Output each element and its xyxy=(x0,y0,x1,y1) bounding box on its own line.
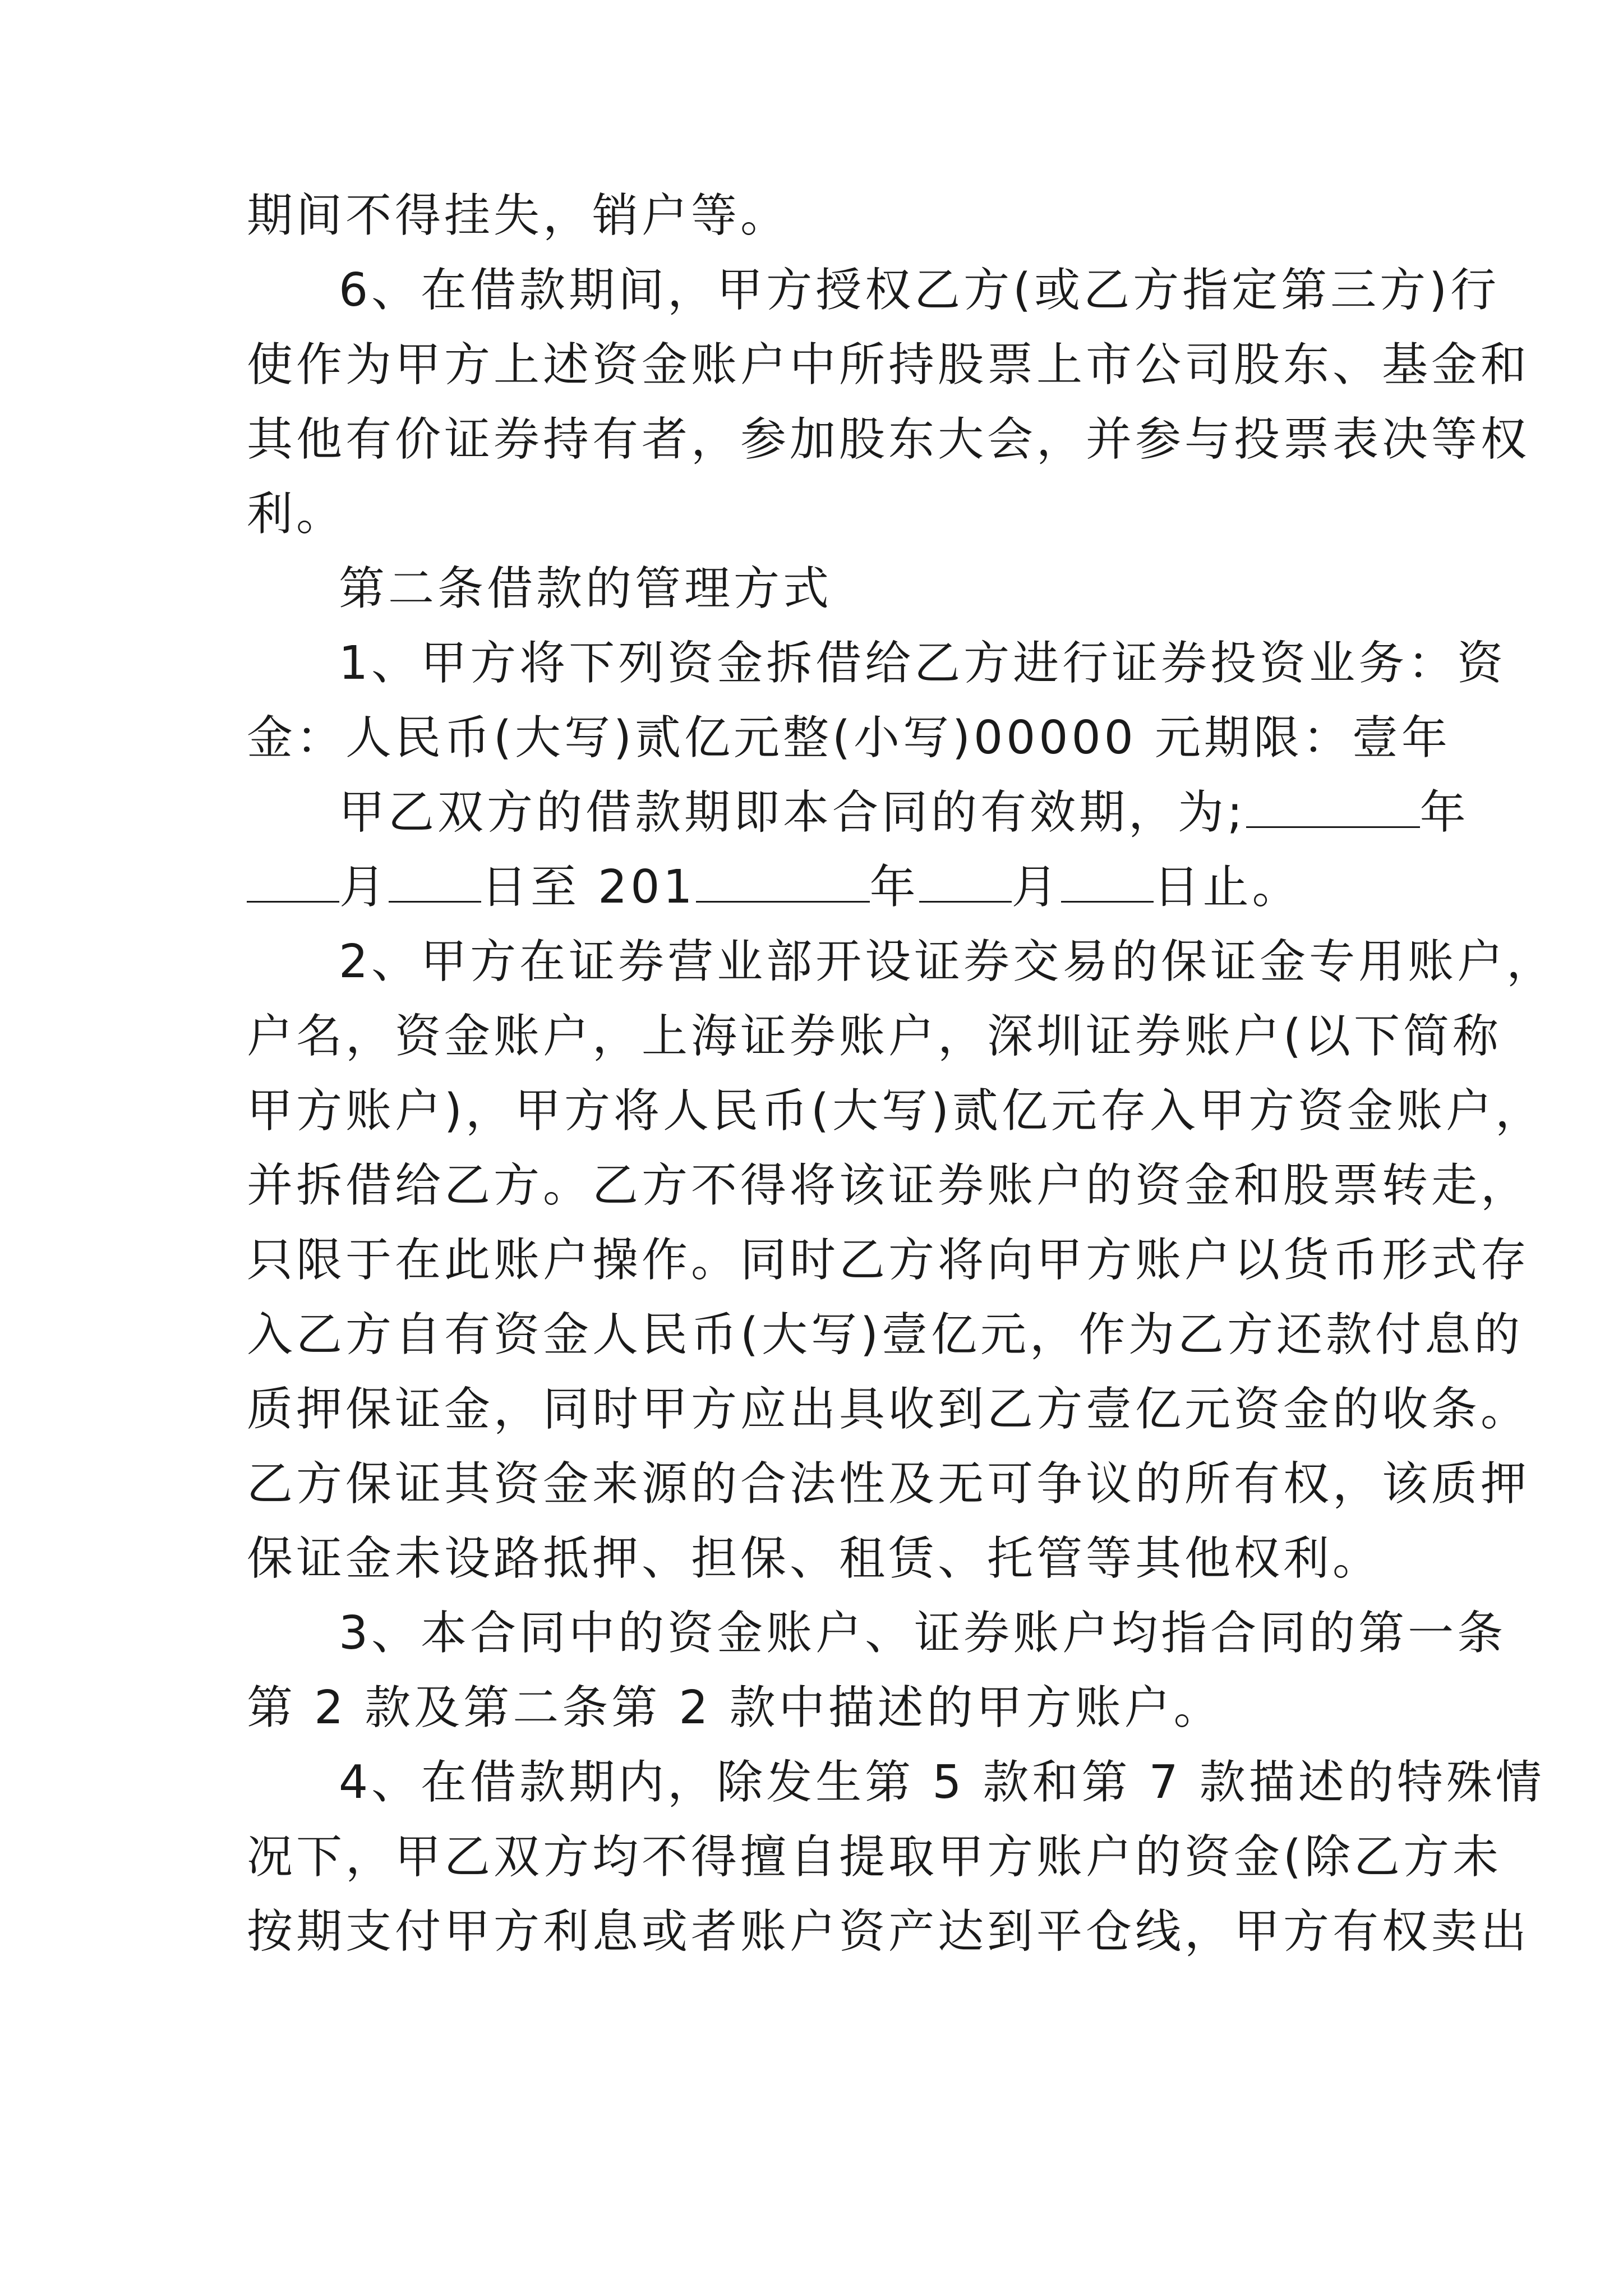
to-year-label: 日至 201 xyxy=(481,861,696,914)
end-day-blank xyxy=(1061,862,1154,903)
clause-6-line-1: 6、在借款期间，甲方授权乙方(或乙方指定第三方)行 xyxy=(339,264,1500,317)
end-year-blank xyxy=(696,862,870,903)
text-line: 入乙方自有资金人民币(大写)壹亿元，作为乙方还款付息的 xyxy=(247,1308,1523,1361)
year-blank xyxy=(1246,787,1420,828)
text-line: 使作为甲方上述资金账户中所持股票上市公司股东、基金和 xyxy=(247,338,1530,392)
text-line: 期间不得挂失，销户等。 xyxy=(247,189,790,242)
month-label: 月 xyxy=(339,861,389,914)
end-year-label: 年 xyxy=(869,861,919,914)
loan-period-line xyxy=(247,775,1469,850)
loan-period-dates-line xyxy=(247,850,1391,924)
section-heading-article-2: 第二条借款的管理方式 xyxy=(339,562,833,615)
text-line: 按期支付甲方利息或者账户资产达到平仓线，甲方有权卖出 xyxy=(247,1905,1530,1958)
text-line: 况下，甲乙双方均不得擅自提取甲方账户的资金(除乙方未 xyxy=(247,1830,1502,1884)
text-line: 质押保证金，同时甲方应出具收到乙方壹亿元资金的收条。 xyxy=(247,1383,1530,1436)
end-day-label: 日止。 xyxy=(1153,861,1302,914)
end-month-label: 月 xyxy=(1011,861,1061,914)
text-line: 保证金未设路抵押、担保、租赁、托管等其他权利。 xyxy=(247,1532,1382,1585)
clause-4-line-1: 4、在借款期内，除发生第 5 款和第 7 款描述的特殊情 xyxy=(339,1756,1545,1809)
day-blank xyxy=(389,862,481,903)
text-line: 第 2 款及第二条第 2 款中描述的甲方账户。 xyxy=(247,1681,1223,1734)
text-line: 利。 xyxy=(247,487,346,541)
text-line: 金：人民币(大写)贰亿元整(小写)00000 元期限：壹年 xyxy=(247,711,1451,765)
text-line: 只限于在此账户操作。同时乙方将向甲方账户以货币形式存 xyxy=(247,1234,1530,1287)
text-line: 其他有价证券持有者，参加股东大会，并参与投票表决等权 xyxy=(247,413,1530,466)
clause-3-line-1: 3、本合同中的资金账户、证券账户均指合同的第一条 xyxy=(339,1607,1507,1660)
text-line: 乙方保证其资金来源的合法性及无可争议的所有权，该质押 xyxy=(247,1457,1530,1511)
text-line: 甲方账户)，甲方将人民币(大写)贰亿元存入甲方资金账户， xyxy=(247,1084,1544,1138)
text-line: 户名，资金账户，上海证券账户，深圳证券账户(以下简称 xyxy=(247,1010,1502,1063)
clause-2-line-1: 2、甲方在证券营业部开设证券交易的保证金专用账户， xyxy=(339,935,1556,988)
year-label: 年 xyxy=(1419,786,1469,839)
contract-body xyxy=(247,178,1556,1969)
end-month-blank xyxy=(919,862,1012,903)
clause-1-line-1: 1、甲方将下列资金拆借给乙方进行证券投资业务：资 xyxy=(339,637,1507,690)
month-blank xyxy=(247,862,339,903)
loan-period-label: 甲乙双方的借款期即本合同的有效期，为; xyxy=(339,786,1246,839)
text-line: 并拆借给乙方。乙方不得将该证券账户的资金和股票转走， xyxy=(247,1159,1530,1212)
